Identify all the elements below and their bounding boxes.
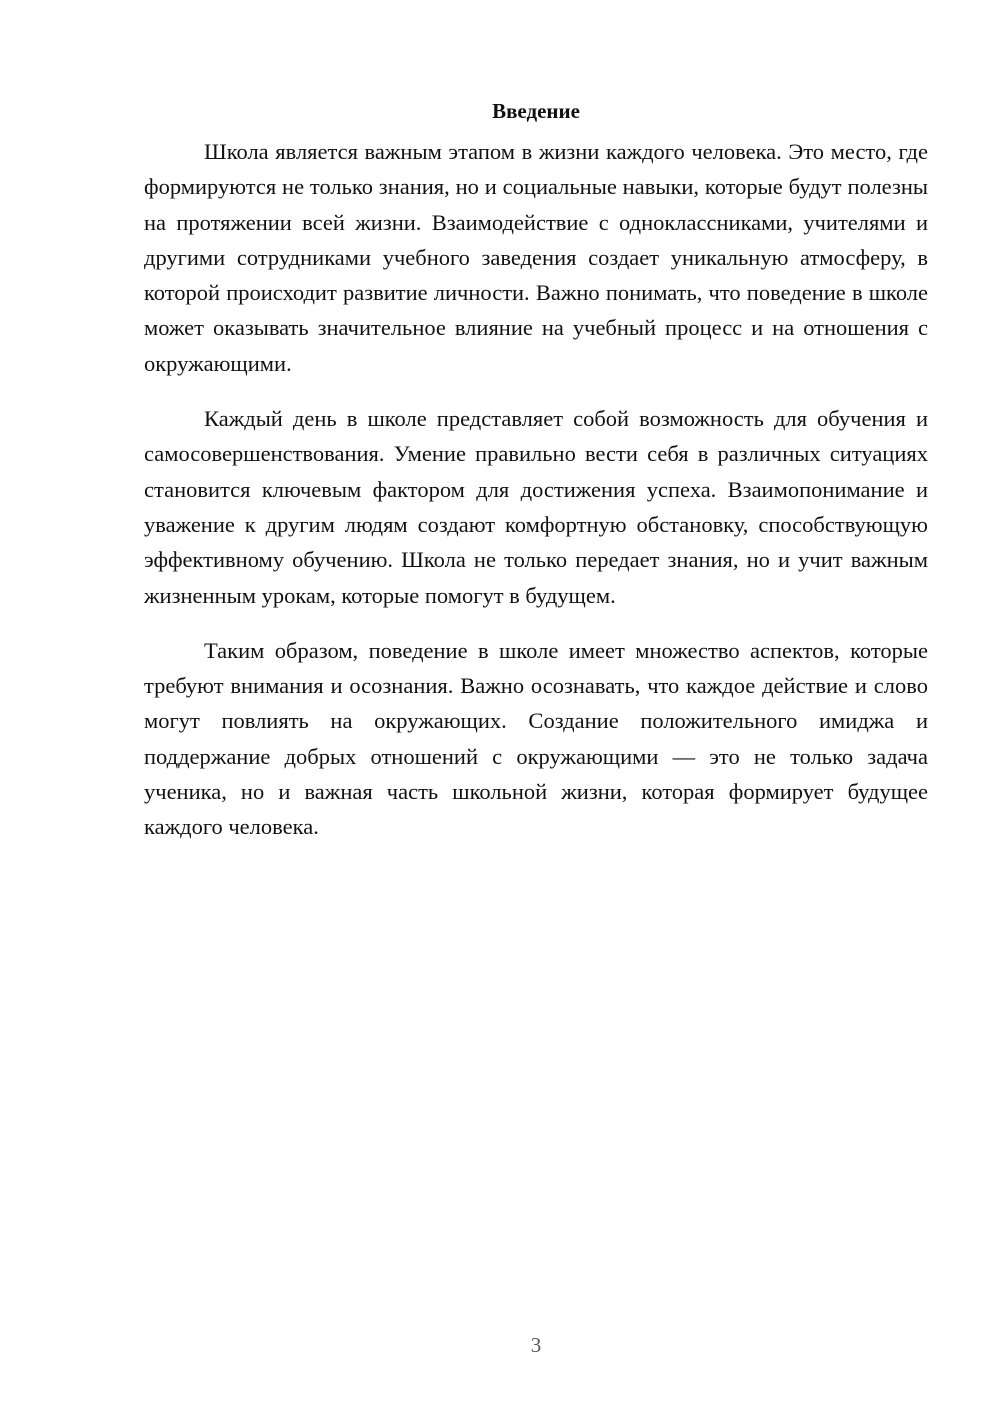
section-title: Введение xyxy=(492,99,580,123)
paragraph-1: Школа является важным этапом в жизни каждого человека. Это место, где формируются не только знания, но и социальные навыки, которые будут полезны на протяжении всей жизни. Взаимодействие с одноклассниками, учителями и другими сотрудниками учебного заведения создает уникальную атмосферу, в которой происходит развитие личности. Важно понимать, что поведение в школе может оказывать значительное влияние на учебный процесс и на отношения с окружающими. xyxy=(144,139,928,376)
page-number: 3 xyxy=(530,1333,542,1357)
paragraph-3: Таким образом, поведение в школе имеет множество аспектов, которые требуют внимания и осознания. Важно осознавать, что каждое действие и слово могут повлиять на окружающих. Создание положительного имиджа и поддержание добрых отношений с окружающими — это не только задача ученика, но и важная часть школьной жизни, которая формирует будущее каждого человека. xyxy=(144,637,928,840)
paragraph-2: Каждый день в школе представляет собой возможность для обучения и самосовершенствования. Умение правильно вести себя в различных ситуациях становится ключевым фактором для достижения успеха. Взаимопонимание и уважение к другим людям создают комфортную обстановку, способствующую эффективному обучению. Школа не только передает знания, но и учит важным жизненным урокам, которые помогут в будущем. xyxy=(144,406,928,608)
page-content xyxy=(144,94,928,865)
